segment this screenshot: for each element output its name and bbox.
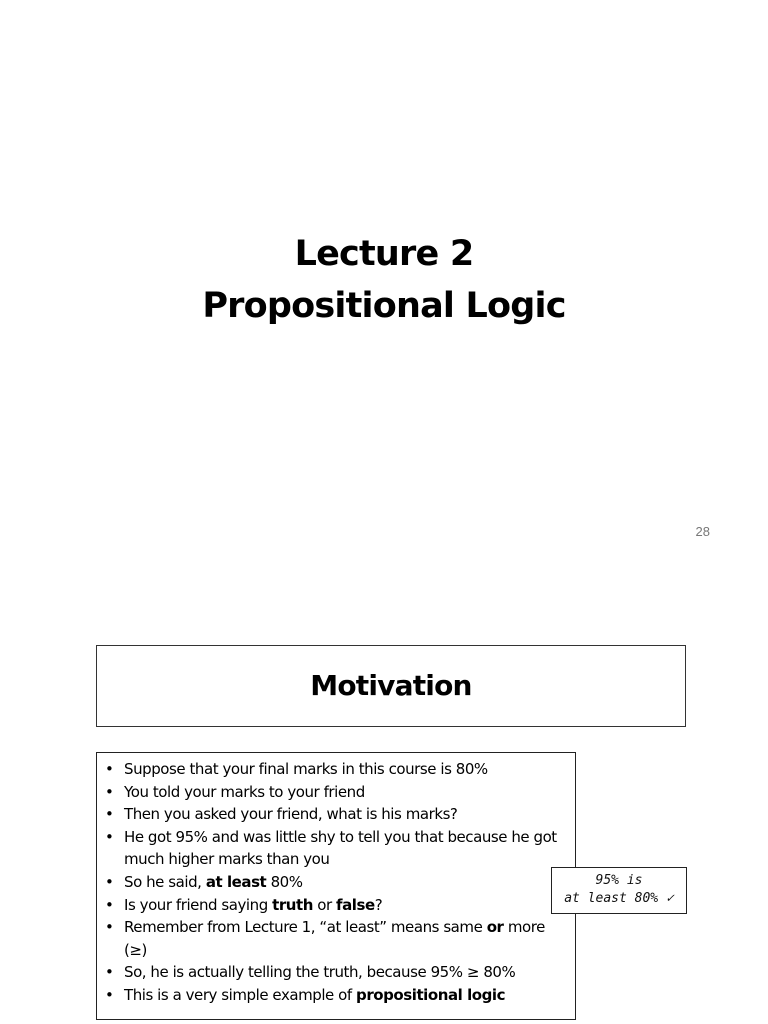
motivation-title: Motivation: [310, 668, 472, 702]
page-number: 28: [695, 524, 710, 539]
bullet-text: Suppose that your final marks in this course is 80%: [124, 760, 488, 778]
bullets-box: [96, 752, 576, 1020]
bullet-text: more (≥): [124, 918, 545, 959]
bullet-dot: •: [105, 760, 114, 778]
lecture-title-line-1: Lecture 2: [294, 234, 474, 274]
bullet-item: [103, 781, 571, 804]
bullet-item: [103, 758, 571, 781]
note-line-1: 95% is: [595, 873, 643, 888]
bullet-dot: •: [105, 782, 114, 801]
bullet-item: [103, 826, 571, 871]
bullet-item: [103, 916, 571, 961]
bullet-text: So he said,: [124, 872, 206, 891]
bullet-text-bold: propositional logic: [356, 985, 506, 1004]
bullet-dot: •: [105, 985, 114, 1004]
bullet-dot: •: [105, 963, 114, 982]
motivation-header-box: [96, 645, 686, 727]
bullet-item: [103, 961, 571, 984]
bullet-text: 80%: [266, 872, 303, 891]
bullet-text-bold: false: [336, 895, 375, 914]
bullet-text: ?: [374, 895, 383, 914]
lecture-title: [0, 228, 768, 332]
note-line-2: at least 80% ✓: [564, 891, 674, 906]
bullet-list: [103, 758, 571, 1007]
bullet-dot: •: [105, 895, 114, 914]
bullet-text-bold: at least: [205, 872, 267, 891]
bullet-text: Then you asked your friend, what is his marks?: [124, 805, 458, 824]
lecture-title-line-2: Propositional Logic: [202, 286, 566, 326]
bullet-text: or: [312, 895, 337, 914]
bullet-item: [103, 984, 571, 1007]
bullet-item: [103, 803, 571, 826]
bullet-text: Remember from Lecture 1, “at least” means same: [124, 918, 487, 937]
bullet-text-bold: truth: [272, 895, 313, 914]
bullet-text: So, he is actually telling the truth, because 95% ≥ 80%: [124, 963, 516, 982]
bullet-text: This is a very simple example of: [124, 985, 357, 1004]
note-box: [551, 867, 687, 914]
bullet-dot: •: [105, 872, 114, 891]
bullet-item: [103, 894, 571, 917]
bullet-text: He got 95% and was little shy to tell you that because he got much higher marks than you: [124, 827, 557, 869]
bullet-dot: •: [105, 805, 114, 824]
bullet-text: Is your friend saying: [124, 895, 273, 914]
bullet-dot: •: [105, 918, 114, 937]
bullet-text-bold: or: [486, 918, 504, 937]
bullet-item: [103, 871, 571, 894]
bullet-dot: •: [105, 827, 114, 846]
bullet-text: You told your marks to your friend: [124, 782, 365, 801]
